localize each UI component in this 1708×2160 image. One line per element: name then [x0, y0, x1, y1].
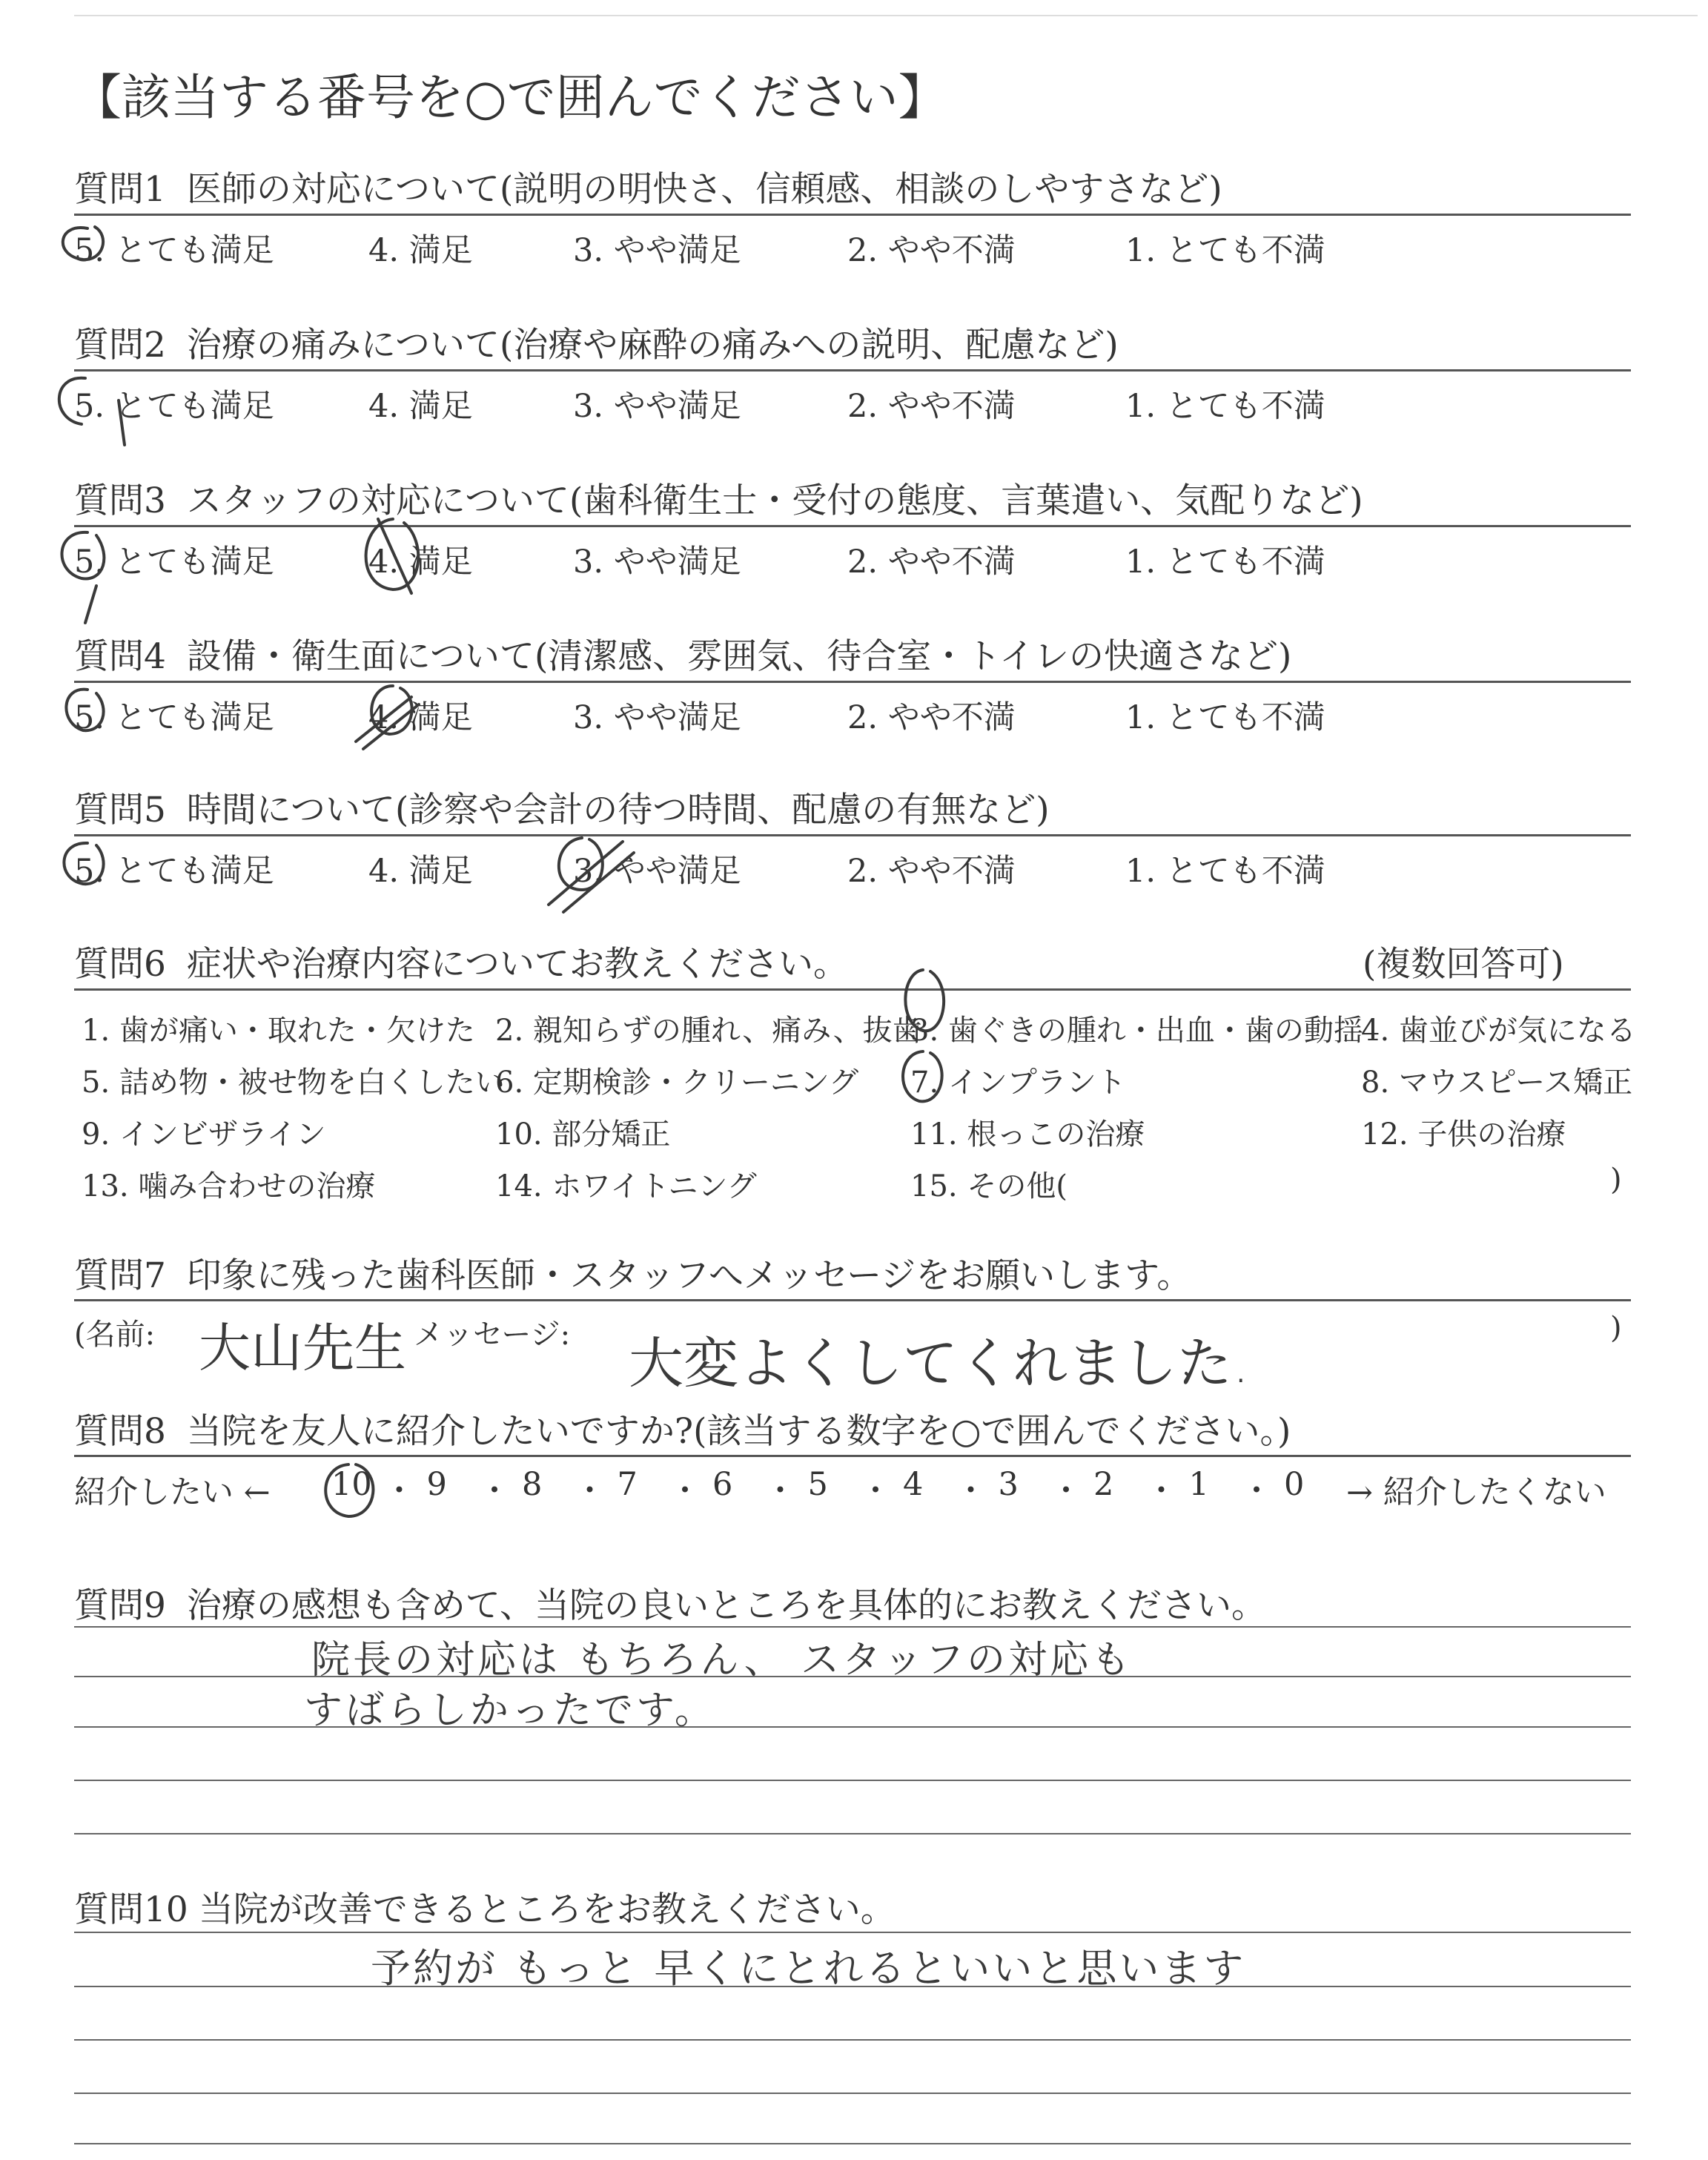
q2-option-3[interactable]: 3. やや満足 — [573, 388, 741, 425]
q1-option-1[interactable]: 1. とても不満 — [1125, 232, 1325, 269]
scale-separator: ・ — [383, 1473, 415, 1510]
question-text: 症状や治療内容についてお教えください。 — [186, 944, 848, 985]
scale-option-7[interactable]: 7 — [617, 1466, 638, 1503]
scale-option-1[interactable]: 1 — [1188, 1466, 1209, 1503]
handwritten-answer-q9-line1[interactable]: 院長の対応は もちろん、 スタッフの対応も — [311, 1638, 1133, 1682]
question-number: 質問7 — [74, 1255, 166, 1296]
q8-circle-10 — [325, 1464, 373, 1516]
question-number: 質問5 — [74, 790, 166, 830]
q4-option-1[interactable]: 1. とても不満 — [1125, 699, 1325, 736]
q6-item-2[interactable]: 2. 親知らずの腫れ、痛み、抜歯 — [495, 1014, 922, 1048]
q7-trailing-dot — [1186, 1373, 1189, 1376]
q5-option-5[interactable]: 5. とても満足 — [74, 853, 274, 890]
name-label: (名前: — [74, 1318, 156, 1352]
question-text: 設備・衛生面について(清潔感、雰囲気、待合室・トイレの快適さなど) — [186, 636, 1292, 677]
scale-separator: ・ — [955, 1473, 987, 1510]
handwritten-message[interactable]: 大変よくしてくれました. — [629, 1332, 1250, 1396]
q6-item-5[interactable]: 5. 詰め物・被せ物を白くしたい — [82, 1066, 505, 1100]
scale-option-4[interactable]: 4 — [903, 1466, 924, 1503]
q2-option-2[interactable]: 2. やや不満 — [847, 388, 1016, 425]
question-number: 質問2 — [74, 325, 166, 366]
q1-option-5[interactable]: 5. とても満足 — [74, 232, 274, 269]
q2-option-5[interactable]: 5. とても満足 — [74, 388, 274, 425]
q5-circle-3 — [549, 838, 634, 912]
message-label: メッセージ: — [414, 1318, 571, 1352]
q6-item-6[interactable]: 6. 定期検診・クリーニング — [495, 1066, 859, 1100]
scale-option-10[interactable]: 10 — [331, 1466, 372, 1503]
handwritten-answer-q9-line2[interactable]: すばらしかったです。 — [304, 1688, 716, 1733]
message-close-paren: ) — [1610, 1311, 1622, 1345]
scale-option-5[interactable]: 5 — [807, 1466, 828, 1503]
q4-circle-5 — [66, 690, 103, 731]
handwritten-answer-q10-line1[interactable]: 予約が もっと 早くにとれるといいと思います — [371, 1945, 1246, 1992]
q6-other-close-paren: ) — [1610, 1163, 1622, 1197]
q6-item-3[interactable]: 3. 歯ぐきの腫れ・出血・歯の動揺 — [910, 1014, 1363, 1048]
q3-option-2[interactable]: 2. やや不満 — [847, 544, 1016, 581]
q5-option-3[interactable]: 3. やや満足 — [573, 853, 741, 890]
scale-separator: ・ — [1145, 1473, 1177, 1510]
scale-separator: ・ — [1050, 1473, 1082, 1510]
q1-option-2[interactable]: 2. やや不満 — [847, 232, 1016, 269]
scale-option-9[interactable]: 9 — [426, 1466, 447, 1503]
q4-option-5[interactable]: 5. とても満足 — [74, 699, 274, 736]
q5-option-4[interactable]: 4. 満足 — [368, 853, 473, 890]
q6-item-4[interactable]: 4. 歯並びが気になる — [1361, 1014, 1636, 1048]
question-number: 質問4 — [74, 636, 166, 677]
question-number: 質問6 — [74, 944, 166, 985]
question-text: 当院が改善できるところをお教えください。 — [198, 1889, 896, 1930]
q2-option-1[interactable]: 1. とても不満 — [1125, 388, 1325, 425]
q6-item-8[interactable]: 8. マウスピース矯正 — [1361, 1066, 1633, 1100]
scale-option-6[interactable]: 6 — [712, 1466, 733, 1503]
q3-option-1[interactable]: 1. とても不満 — [1125, 544, 1325, 581]
q5-option-2[interactable]: 2. やや不満 — [847, 853, 1016, 890]
q3-circle-5 — [62, 532, 104, 623]
recommend-left-label: 紹介したい ← — [74, 1474, 271, 1511]
q2-circle-5 — [59, 378, 125, 445]
question-text: 医師の対応について(説明の明快さ、信頼感、相談のしやすさなど) — [186, 169, 1222, 210]
q4-option-3[interactable]: 3. やや満足 — [573, 699, 741, 736]
question-number: 質問9 — [74, 1585, 166, 1626]
scale-separator: ・ — [859, 1473, 892, 1510]
question-text: スタッフの対応について(歯科衛生士・受付の態度、言葉遣い、気配りなど) — [186, 480, 1363, 521]
q3-option-5[interactable]: 5. とても満足 — [74, 544, 274, 581]
question-number: 質問3 — [74, 480, 166, 521]
q6-circle-7 — [903, 1051, 942, 1101]
q6-item-1[interactable]: 1. 歯が痛い・取れた・欠けた — [82, 1014, 475, 1048]
question-text: 治療の痛みについて(治療や麻酔の痛みへの説明、配慮など) — [186, 325, 1119, 366]
scale-separator: ・ — [1240, 1473, 1273, 1510]
q6-item-15[interactable]: 15. その他( — [910, 1169, 1068, 1203]
q3-option-3[interactable]: 3. やや満足 — [573, 544, 741, 581]
scale-option-8[interactable]: 8 — [522, 1466, 543, 1503]
q6-item-11[interactable]: 11. 根っこの治療 — [910, 1117, 1145, 1152]
q3-option-4[interactable]: 4. 満足 — [368, 544, 473, 581]
instruction-heading: 【該当する番号を○で囲んでください】 — [73, 69, 947, 126]
q6-item-12[interactable]: 12. 子供の治療 — [1361, 1117, 1566, 1152]
q1-circle-5 — [63, 227, 103, 260]
q4-option-2[interactable]: 2. やや不満 — [847, 699, 1016, 736]
q1-option-3[interactable]: 3. やや満足 — [573, 232, 741, 269]
q4-option-4[interactable]: 4. 満足 — [368, 699, 473, 736]
q3-circle-4 — [366, 519, 419, 593]
q6-item-7[interactable]: 7. インプラント — [910, 1066, 1126, 1100]
q6-circle-3 — [905, 970, 944, 1031]
scale-option-2[interactable]: 2 — [1093, 1466, 1114, 1503]
q6-item-13[interactable]: 13. 噛み合わせの治療 — [82, 1169, 376, 1203]
question-number: 質問1 — [74, 169, 166, 210]
q2-option-4[interactable]: 4. 満足 — [368, 388, 473, 425]
q1-option-4[interactable]: 4. 満足 — [368, 232, 473, 269]
question-text: 当院を友人に紹介したいですか?(該当する数字を○で囲んでください。) — [186, 1411, 1291, 1452]
question-number: 質問10 — [74, 1889, 188, 1930]
q5-circle-5 — [64, 843, 103, 884]
question-number: 質問8 — [74, 1411, 166, 1452]
scale-option-0[interactable]: 0 — [1284, 1466, 1305, 1503]
recommend-right-label: → 紹介したくない — [1346, 1474, 1606, 1511]
scale-option-3[interactable]: 3 — [998, 1466, 1019, 1503]
scale-separator: ・ — [574, 1473, 606, 1510]
question-text: 印象に残った歯科医師・スタッフへメッセージをお願いします。 — [186, 1255, 1192, 1296]
q6-item-10[interactable]: 10. 部分矯正 — [495, 1117, 671, 1152]
scale-separator: ・ — [669, 1473, 701, 1510]
scale-separator: ・ — [764, 1473, 796, 1510]
q6-item-14[interactable]: 14. ホワイトニング — [495, 1169, 757, 1203]
multiple-answers-note: (複数回答可) — [1363, 944, 1564, 985]
q6-item-9[interactable]: 9. インビザライン — [82, 1117, 326, 1152]
question-text: 時間について(診察や会計の待つ時間、配慮の有無など) — [186, 790, 1050, 830]
question-text: 治療の感想も含めて、当院の良いところを具体的にお教えください。 — [186, 1585, 1266, 1626]
handwritten-name[interactable]: 大山先生 — [199, 1318, 406, 1378]
q4-circle-4 — [356, 686, 419, 749]
q5-option-1[interactable]: 1. とても不満 — [1125, 853, 1325, 890]
scale-separator: ・ — [478, 1473, 511, 1510]
